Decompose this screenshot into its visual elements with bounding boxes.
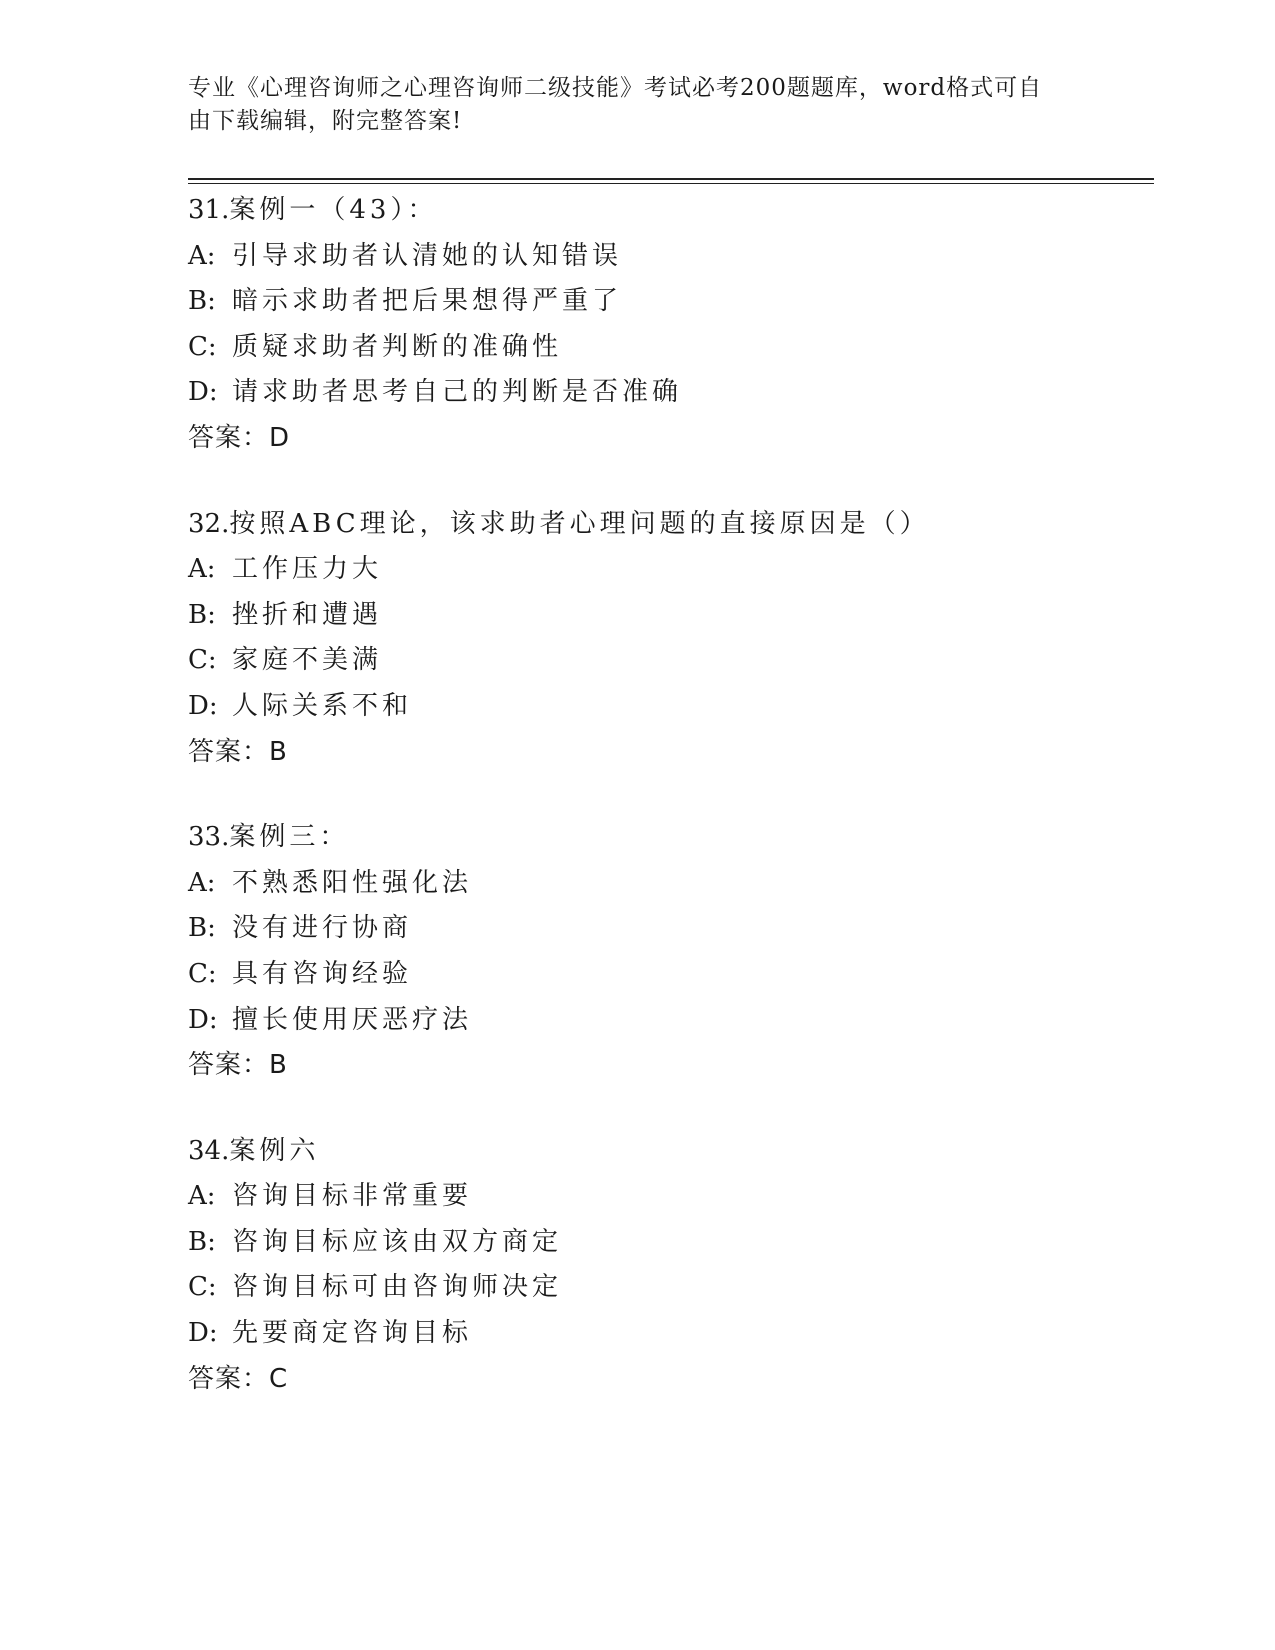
- option-letter: B:: [188, 1226, 216, 1257]
- option-text: 不熟悉阳性强化法: [232, 867, 473, 898]
- option-b: [188, 279, 1154, 325]
- answer-line: 答案：B: [188, 1050, 288, 1081]
- question-text: 案例一（43）：: [229, 195, 438, 225]
- option-c: [188, 952, 1154, 998]
- document-intro: [188, 72, 1068, 138]
- option-letter: D:: [188, 377, 218, 408]
- option-letter: A:: [188, 240, 216, 271]
- question-text: 案例三：: [229, 822, 350, 853]
- question-number: 33.: [188, 822, 230, 853]
- option-text: 咨询目标可由咨询师决定: [232, 1272, 563, 1303]
- option-d: [188, 370, 1154, 416]
- option-d: [188, 998, 1154, 1044]
- option-d: [188, 684, 1154, 730]
- question-stem: [188, 188, 1154, 234]
- option-letter: C:: [188, 958, 217, 989]
- option-a: [188, 1174, 1154, 1220]
- option-b: [188, 906, 1154, 952]
- option-letter: B:: [188, 599, 216, 630]
- option-text: 请求助者思考自己的判断是否准确: [232, 377, 683, 408]
- option-text: 擅长使用厌恶疗法: [232, 1004, 473, 1035]
- option-letter: C:: [188, 645, 217, 676]
- option-a: [188, 861, 1154, 907]
- option-text: 家庭不美满: [232, 645, 383, 676]
- question-stem: [188, 502, 1154, 548]
- option-a: [188, 234, 1154, 280]
- question-34: [188, 1129, 1154, 1403]
- option-b: [188, 593, 1154, 639]
- question-stem: [188, 815, 1154, 861]
- option-text: 咨询目标非常重要: [232, 1181, 473, 1212]
- option-letter: D:: [188, 1004, 218, 1035]
- option-letter: C:: [188, 1272, 217, 1303]
- question-text: 按照ABC理论，该求助者心理问题的直接原因是（）: [229, 508, 930, 539]
- option-a: [188, 547, 1154, 593]
- option-letter: A:: [188, 554, 216, 585]
- option-d: [188, 1311, 1154, 1357]
- option-letter: C:: [188, 331, 217, 362]
- option-text: 暗示求助者把后果想得严重了: [232, 286, 623, 317]
- header-rule-thin: [188, 183, 1154, 184]
- option-text: 先要商定咨询目标: [232, 1318, 473, 1349]
- intro-line-2: 由下载编辑，附完整答案!: [188, 108, 463, 134]
- answer-line: 答案：C: [188, 1363, 289, 1394]
- question-33: [188, 815, 1154, 1089]
- option-letter: B:: [188, 286, 216, 317]
- answer-line: 答案：B: [188, 736, 288, 767]
- option-letter: B:: [188, 913, 216, 944]
- question-number: 34.: [188, 1135, 230, 1166]
- option-text: 挫折和遭遇: [232, 599, 383, 630]
- question-stem: [188, 1129, 1154, 1175]
- question-number: 32.: [188, 508, 230, 539]
- option-letter: A:: [188, 867, 216, 898]
- question-list: [188, 188, 1154, 1442]
- option-text: 引导求助者认清她的认知错误: [232, 240, 623, 271]
- header-rule-thick: [188, 178, 1154, 180]
- option-text: 具有咨询经验: [232, 958, 413, 989]
- option-text: 工作压力大: [232, 554, 383, 585]
- option-c: [188, 325, 1154, 371]
- option-text: 质疑求助者判断的准确性: [232, 331, 563, 362]
- option-letter: D:: [188, 690, 218, 721]
- option-text: 没有进行协商: [232, 913, 413, 944]
- option-letter: A:: [188, 1181, 216, 1212]
- intro-line-1: 专业《心理咨询师之心理咨询师二级技能》考试必考200题题库，word格式可自: [188, 75, 1043, 101]
- question-number: 31.: [188, 195, 230, 225]
- option-letter: D:: [188, 1318, 218, 1349]
- option-c: [188, 1265, 1154, 1311]
- option-b: [188, 1220, 1154, 1266]
- question-31: [188, 188, 1154, 462]
- answer-line: 答案：D: [188, 422, 291, 453]
- question-text: 案例六: [229, 1135, 320, 1166]
- option-c: [188, 638, 1154, 684]
- question-32: [188, 502, 1154, 776]
- option-text: 咨询目标应该由双方商定: [232, 1226, 563, 1257]
- option-text: 人际关系不和: [232, 690, 413, 721]
